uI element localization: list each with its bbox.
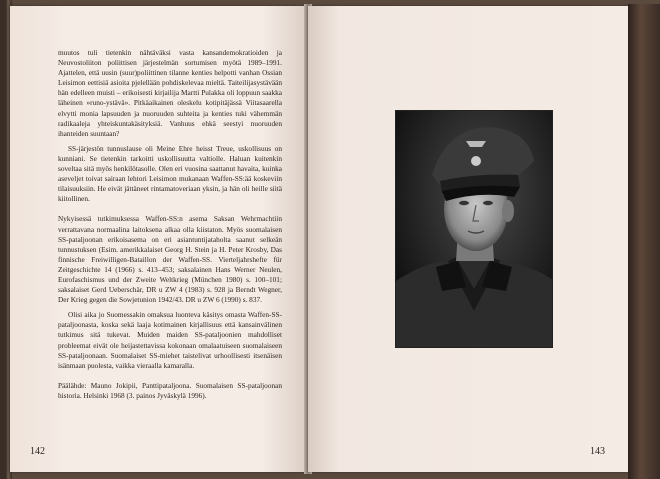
portrait-photo bbox=[395, 110, 553, 348]
page-number-right: 143 bbox=[590, 446, 605, 457]
paragraph: Olisi aika jo Suomessakin omaksua luonteva käsitys omasta Waffen-SS-pataljoonasta, koska sekä laaja kotimainen kirjallisuus että kansainvälinen tutkimus sitä tukevat. Muiden maiden SS-pataljoonien mahdolliset probleemat eivät ole heijastettavissa kokonaan omalaatuiseen suomalaiseen SS-pataljoonaan. Suomalaiset SS-miehet taistelivat urhoollisesti itsenäisen isänmaan puolesta, vaikka vieraalla kamaralla. bbox=[58, 310, 282, 370]
portrait-illustration bbox=[396, 111, 552, 347]
paragraph: SS-järjestön tunnuslause oli Meine Ehre heisst Treue, uskollisuus on kunniani. Se tietenkin tarkoitti uskollisuutta valtiolle. Haluan kuitenkin soveltaa sitä myös henkilötasolle. Olen eri vuosina saattanut havaita, kuinka aseveljet toivat sairaan lehtori Leisimon mukanaan Waffen-SS:ää koskeviin tilaisuuksiin. He eivät jättäneet rintamatoveriaan yksin, ja hän oli heille siitä kiitollinen. bbox=[58, 143, 282, 204]
left-page-text bbox=[58, 48, 282, 406]
page-number-left: 142 bbox=[30, 446, 45, 457]
paragraph: Nykyisessä tutkimuksessa Waffen-SS:n asema Saksan Wehrmachtiin verrattavana normaalina laitoksena alkaa olla kiistaton. Myös suomalaisen SS-pataljoonan erikoisasema on eri asiantuntijataholta saanut selkeän tunnustuksen (Esim. amerikkalaiset Georg H. Stein ja H. Peter Krosby, Das finnische Freiwilligen-Bataillon der Waffen-SS. Vierteljahrshefte für Zeitgeschichte 14 (1966) s. 413–453; saksalainen Hans Werner Neulen, Eurofaschismus und der Zweite Weltkrieg (München 1980) s. 100–101; saksalaiset Gerd Ueberschär, DR u ZW 4 (1983) s. 928 ja Berndt Wegner, Der Krieg gegen die Sowjetunion 1942/43. DR u ZW 6 (1990) s. 837. bbox=[58, 214, 282, 305]
right-page bbox=[308, 6, 628, 472]
book-cover-edge bbox=[628, 4, 660, 479]
source-note: Päälähde: Mauno Jokipii, Panttipataljoona. Suomalaisen SS-pataljoonan historia. Helsinki 1968 (3. painos Jyväskylä 1996). bbox=[58, 380, 282, 400]
paragraph: muutos tuli tietenkin nähtäväksi vasta kansandemokratioiden ja Neuvostoliiton poliittisen järjestelmän sortumisen myötä 1989–1991. Ajattelen, että uusin (suur)poliittinen tilanne kenties helpotti vanhan Ossian Leisimon eettisiä asioita pjelellään pohdiskelevaa mieltä. Taiteilijasystävään hän edelleen muisti – erikoisesti kirjailija Martti Pulakka oli loppuun saakka läheinen »runo-ystävä». Pitkäaikainen oleskelu kotipitäjässä Viitasaarella elvytti monia lapsuuden ja nuoruuden suhteita ja kenties tuki vähemmän radikaaleja yhteiskuntakäsityksiä. Vanhuus ehkä seestyi nuoruuden ihanteiden suuntaan? bbox=[58, 48, 282, 138]
left-page bbox=[10, 6, 306, 472]
